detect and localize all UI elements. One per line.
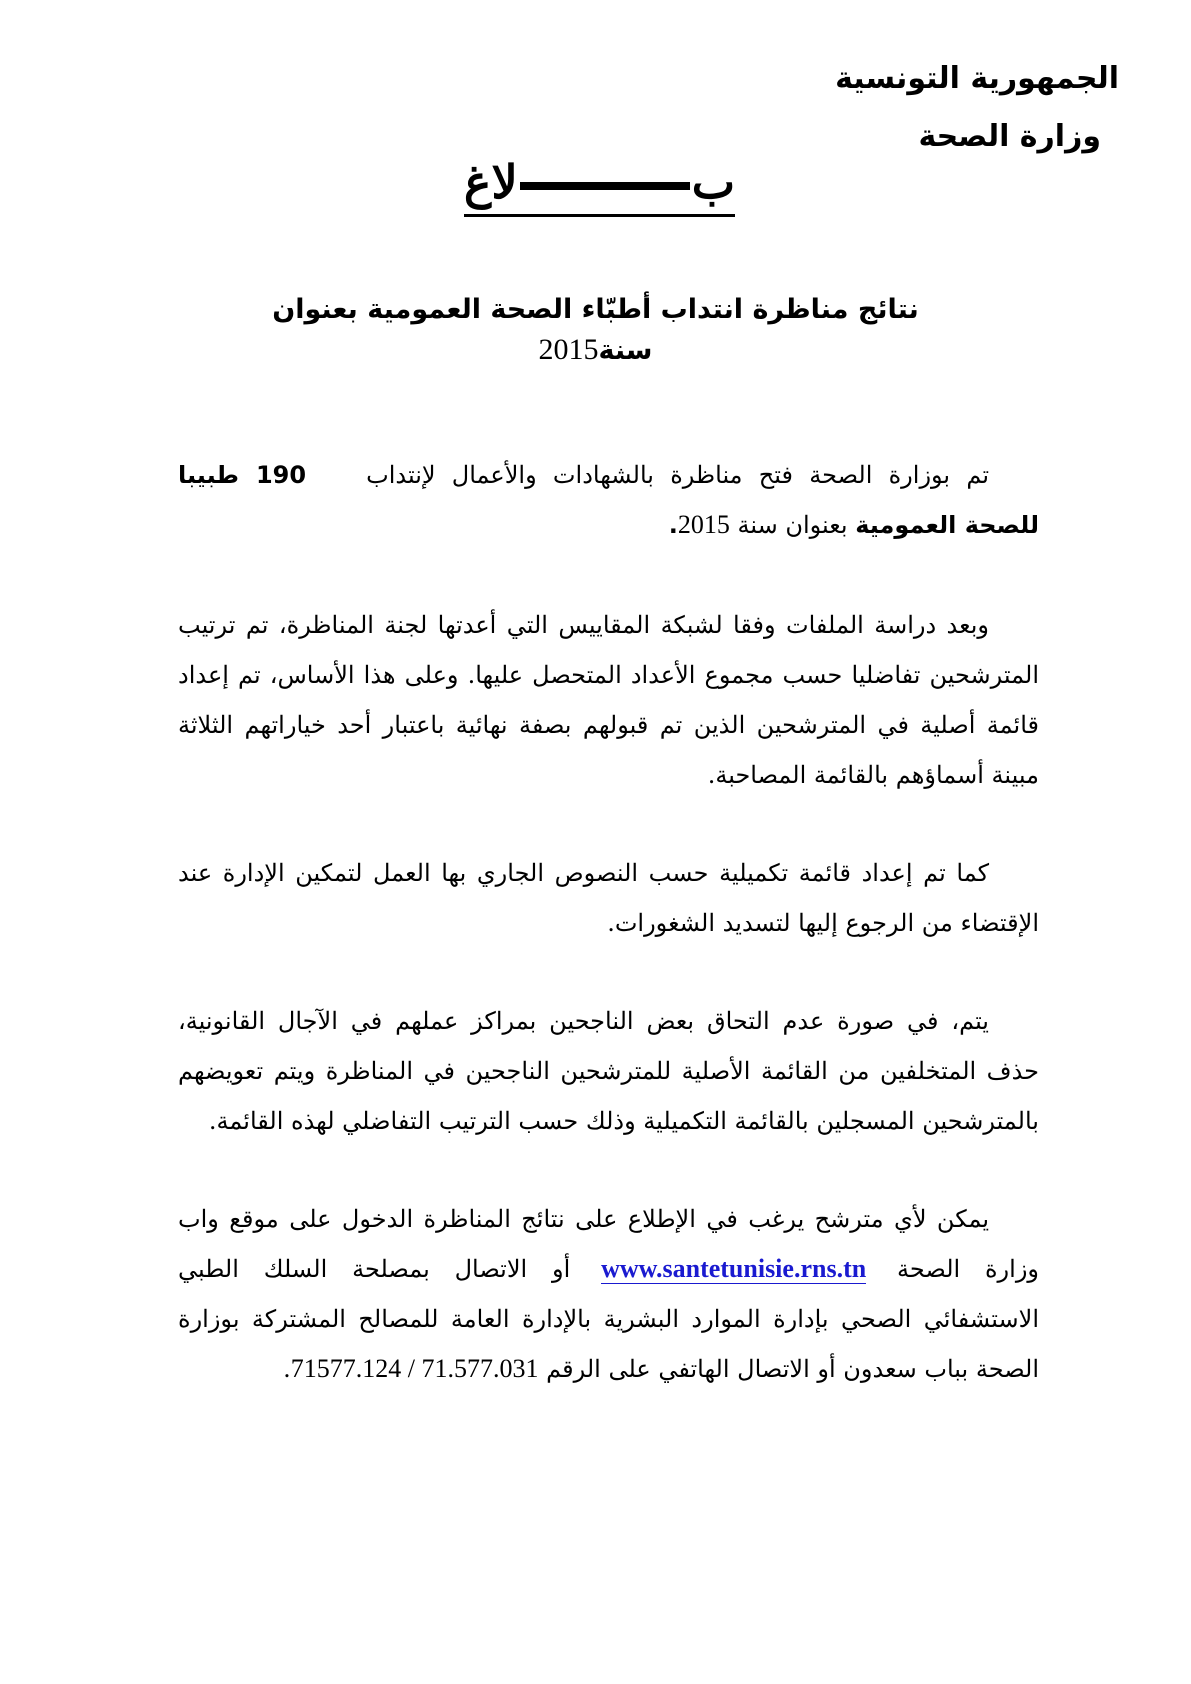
republic-name: الجمهورية التونسية <box>835 61 1119 96</box>
paragraph-1: تم بوزارة الصحة فتح مناظرة بالشهادات والأعمال لإنتداب190 طبيبا للصحة العمومية بعنوان سنة 2015. <box>178 461 1039 539</box>
document-title: نتائج مناظرة انتداب أطبّاء الصحة العمومية بعنوان سنة2015 <box>272 294 919 366</box>
phone-numbers: 71577.124 / 71.577.031 <box>290 1354 539 1383</box>
paragraph-2: وبعد دراسة الملفات وفقا لشبكة المقاييس التي أعدتها لجنة المناظرة، تم ترتيب المترشحين تفاضليا حسب مجموع الأعداد المتحصل عليها. وعلى هذا الأساس، تم إعداد قائمة أصلية في المترشحين الذين تم قبولهم بصفة نهائية باعتبار أحد خياراتهم الثلاثة مبينة أسماؤهم بالقائمة المصاحبة. <box>178 611 1039 789</box>
positions-count: 190 طبيبا للصحة العمومية <box>178 461 1039 539</box>
kashida-stroke <box>520 182 690 190</box>
paragraph-5: يمكن لأي مترشح يرغب في الإطلاع على نتائج المناظرة الدخول على موقع واب وزارة الصحة www.santetunisie.rns.tn أو الاتصال بمصلحة السلك الطبي الاستشفائي الصحي بإدارة الموارد البشرية بالإدارة العامة للمصالح المشتركة بوزارة الصحة بباب سعدون أو الاتصال الهاتفي على الرقم 71577.124 / 71.577.031. <box>178 1205 1039 1383</box>
announcement-heading <box>425 152 735 222</box>
ministry-website-link[interactable]: www.santetunisie.rns.tn <box>601 1254 867 1283</box>
document-body <box>178 450 1039 1442</box>
announcement-word: بلاغ <box>464 152 735 217</box>
paragraph-4: يتم، في صورة عدم التحاق بعض الناجحين بمراكز عملهم في الآجال القانونية، حذف المتخلفين من القائمة الأصلية للمترشحين الناجحين في المناظرة ويتم تعويضهم بالمترشحين المسجلين بالقائمة التكميلية وذلك حسب الترتيب التفاضلي لهذه القائمة. <box>178 1007 1039 1135</box>
title-year: 2015 <box>538 333 599 366</box>
paragraph-3: كما تم إعداد قائمة تكميلية حسب النصوص الجاري بها العمل لتمكين الإدارة عند الإقتضاء من الرجوع إليها لتسديد الشغورات. <box>178 859 1039 937</box>
letterhead <box>835 50 1119 166</box>
ministry-name: وزارة الصحة <box>918 119 1101 154</box>
